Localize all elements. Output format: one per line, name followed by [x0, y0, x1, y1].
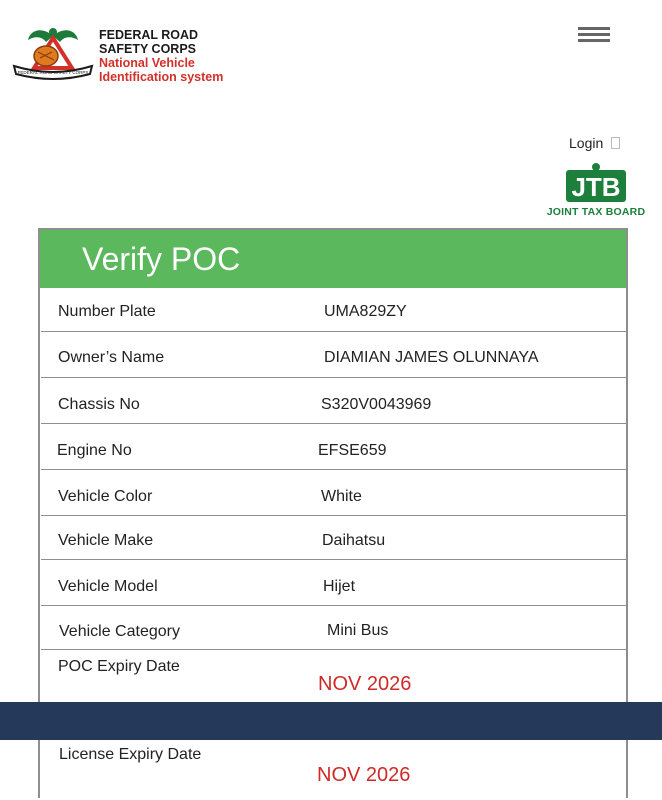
row-vehicle-make	[41, 516, 627, 560]
row-value: Daihatsu	[322, 532, 386, 549]
row-vehicle-category	[41, 606, 627, 650]
row-value: DIAMIAN JAMES OLUNNAYA	[324, 349, 539, 366]
row-label: License Expiry Date	[59, 746, 202, 763]
poc-expiry-value: NOV 2026	[318, 673, 412, 695]
login-link[interactable]	[569, 135, 620, 151]
row-vehicle-color	[41, 470, 627, 516]
row-value: UMA829ZY	[324, 303, 407, 320]
card-title: Verify POC	[82, 241, 241, 277]
frsc-logo-icon	[12, 22, 94, 82]
row-owner-name	[41, 332, 627, 378]
row-chassis-no	[41, 378, 627, 424]
row-value: Hijet	[323, 578, 356, 595]
row-label: Number Plate	[58, 303, 156, 320]
row-value: Mini Bus	[327, 622, 389, 639]
user-icon	[611, 137, 620, 149]
brand-text	[99, 28, 223, 84]
logo-ribbon-text: FEDERAL ROAD SAFETY CORPS	[17, 70, 89, 75]
row-number-plate	[41, 288, 627, 332]
row-value: S320V0043969	[321, 396, 432, 413]
row-vehicle-model	[41, 560, 627, 606]
row-label: Engine No	[57, 442, 132, 459]
row-value: EFSE659	[318, 442, 387, 459]
jtb-mark: JTB	[571, 172, 621, 202]
login-label: Login	[569, 135, 604, 151]
row-label: Owner’s Name	[58, 349, 165, 366]
row-value: White	[321, 488, 362, 505]
system-name-line2: Identification system	[99, 70, 224, 84]
overlay-banner	[0, 702, 662, 740]
row-license-expiry-date	[41, 736, 627, 800]
jtb-logo	[540, 162, 652, 220]
card-title-bar	[40, 230, 626, 288]
jtb-emblem-icon	[540, 162, 652, 206]
system-name-line1: National Vehicle	[99, 56, 195, 70]
site-header	[0, 0, 662, 120]
row-label: POC Expiry Date	[58, 658, 180, 675]
org-name-line2: SAFETY CORPS	[99, 42, 197, 56]
row-label: Vehicle Category	[59, 623, 180, 640]
hamburger-menu-icon[interactable]	[578, 27, 610, 43]
row-label: Vehicle Color	[58, 488, 153, 505]
org-name-line1: FEDERAL ROAD	[99, 28, 199, 42]
jtb-caption: JOINT TAX BOARD	[546, 206, 646, 218]
row-label: Vehicle Model	[58, 578, 158, 595]
row-engine-no	[41, 424, 627, 470]
row-label: Chassis No	[58, 396, 140, 413]
row-label: Vehicle Make	[58, 532, 154, 549]
license-expiry-value: NOV 2026	[317, 764, 411, 786]
